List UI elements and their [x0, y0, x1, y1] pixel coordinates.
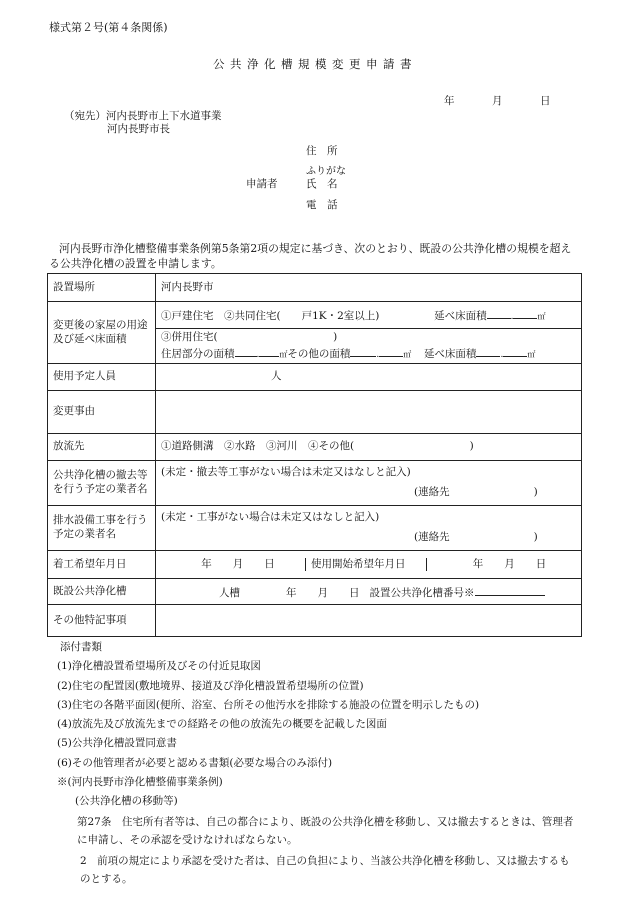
row-removal: [48, 461, 582, 506]
discharge-options[interactable]: ①道路側溝 ②水路 ③河川 ④その他( ): [156, 434, 582, 461]
start-date-label: 着工希望年月日: [48, 551, 156, 579]
document-title: 公共浄化槽規模変更申請書: [213, 57, 417, 71]
row-users: [48, 364, 582, 391]
other-field[interactable]: [156, 605, 582, 637]
attachment-item: (5)公共浄化槽設置同意書: [57, 737, 177, 750]
drain-label: 排水設備工事を行う予定の業者名: [48, 506, 156, 551]
addressee-line1: 河内長野市上下水道事業: [106, 110, 222, 122]
applicant-furigana-label: ふりがな: [306, 166, 346, 177]
existing-size-unit: 人槽: [219, 586, 240, 599]
users-unit: 人: [271, 370, 282, 383]
row-reason: [48, 391, 582, 434]
row-schedule: [48, 551, 582, 579]
ordinance-subheading: (公共浄化槽の移動等): [75, 795, 178, 808]
applicant-role-label: 申請者: [246, 178, 278, 190]
house-label: 変更後の家屋の用途及び延べ床面積: [48, 302, 156, 364]
addressee-prefix: （宛先）: [64, 110, 106, 122]
applicant-name-label: 氏 名: [306, 178, 338, 190]
article-27-paragraph: [49, 813, 577, 849]
start-date-value[interactable]: 年 月 日: [201, 557, 275, 570]
attachment-item: (4)放流先及び放流先までの経路その他の放流先の概要を記載した図面: [57, 718, 387, 731]
reason-field[interactable]: [156, 391, 582, 434]
row-house: [48, 302, 582, 364]
attachment-item: (6)その他管理者が必要と認める書類(必要な場合のみ添付): [57, 756, 333, 769]
existing-field[interactable]: [156, 579, 582, 605]
other-label: その他特記事項: [48, 605, 156, 637]
date-year: 年: [444, 95, 455, 107]
use-start-label: 使用開始希望年月日: [306, 558, 427, 572]
row-other: [48, 605, 582, 637]
residential-area-label: 住居部分の面積: [161, 348, 235, 360]
attachment-item: (2)住宅の配置図(敷地境界、接道及び浄化槽設置希望場所の位置): [57, 679, 364, 692]
applicant-phone-label: 電 話: [306, 199, 338, 211]
attachment-item: (1)浄化槽設置希望場所及びその付近見取図: [57, 660, 261, 673]
application-table: [47, 273, 582, 637]
attachments-section: [49, 638, 589, 888]
existing-date: 年 月 日: [286, 586, 360, 599]
row-existing: [48, 579, 582, 605]
location-value[interactable]: 河内長野市: [156, 274, 582, 302]
location-label: 設置場所: [48, 274, 156, 302]
house-type-row2[interactable]: ③併用住宅( ) 住居部分の面積 . ㎡その他の面積 . ㎡ 延べ床面積 . ㎡: [156, 329, 581, 364]
house-type-options[interactable]: ①戸建住宅 ②共同住宅( 戸1K・2室以上): [161, 310, 380, 323]
discharge-label: 放流先: [48, 434, 156, 461]
floor-area-dot: .: [510, 312, 514, 323]
form-number: 様式第２号(第４条関係): [49, 21, 168, 34]
reason-label: 変更事由: [48, 391, 156, 434]
date-month: 月: [492, 95, 503, 107]
mixed-use-option[interactable]: ③併用住宅( ): [161, 331, 338, 343]
date-day: 日: [540, 95, 551, 107]
addressee: [64, 110, 222, 124]
floor-area-label: 延べ床面積: [434, 310, 487, 323]
other-area-label: その他の面積: [287, 348, 351, 360]
users-label: 使用予定人員: [48, 364, 156, 391]
addressee-line2: 河内長野市長: [107, 123, 170, 135]
drain-note: (未定・工事がない場合は未定又はなしと記入): [161, 511, 380, 523]
article-27-text: 第27条 住宅所有者等は、自己の都合により、既設の公共浄化槽を移動し、又は撤去するときは、管理者に申請し、その承認を受けなければならない。: [77, 815, 574, 846]
row-drain: [48, 506, 582, 551]
attachments-heading: 添付書類: [60, 641, 102, 653]
applicant-address-label: 住 所: [306, 145, 338, 157]
removal-field[interactable]: [156, 461, 582, 506]
house-type-row1[interactable]: [156, 302, 581, 329]
article-27-clause-2: [49, 852, 577, 888]
removal-contact[interactable]: (連絡先 ): [414, 486, 538, 498]
attachment-item: (3)住宅の各階平面図(便所、浴室、台所その他汚水を排除する施設の位置を明示したもの): [57, 698, 480, 711]
ordinance-reference: ※(河内長野市浄化槽整備事業条例): [57, 776, 223, 789]
users-field[interactable]: [156, 364, 582, 391]
floor-area-unit: ㎡: [537, 312, 546, 322]
article-27-clause-2-text: 2 前項の規定により承認を受けた者は、自己の負担により、当該公共浄化槽を移動し、又は撤去するものとする。: [80, 854, 570, 885]
drain-contact[interactable]: (連絡先 ): [414, 531, 538, 543]
existing-number-label: 設置公共浄化槽番号※: [369, 586, 475, 599]
drain-field[interactable]: [156, 506, 582, 551]
row-location: [48, 274, 582, 302]
total-area-label: 延べ床面積: [423, 348, 477, 360]
removal-note: (未定・撤去等工事がない場合は未定又はなしと記入): [161, 466, 411, 478]
use-start-value[interactable]: 年 月 日: [472, 557, 547, 570]
existing-label: 既設公共浄化槽: [48, 579, 156, 605]
removal-label: 公共浄化槽の撤去等を行う予定の業者名: [48, 461, 156, 506]
intro-paragraph: 河内長野市浄化槽整備事業条例第5条第2項の規定に基づき、次のとおり、既設の公共浄化槽の規模を超える公共浄化槽の設置を申請します。: [49, 242, 572, 270]
row-discharge: [48, 434, 582, 461]
